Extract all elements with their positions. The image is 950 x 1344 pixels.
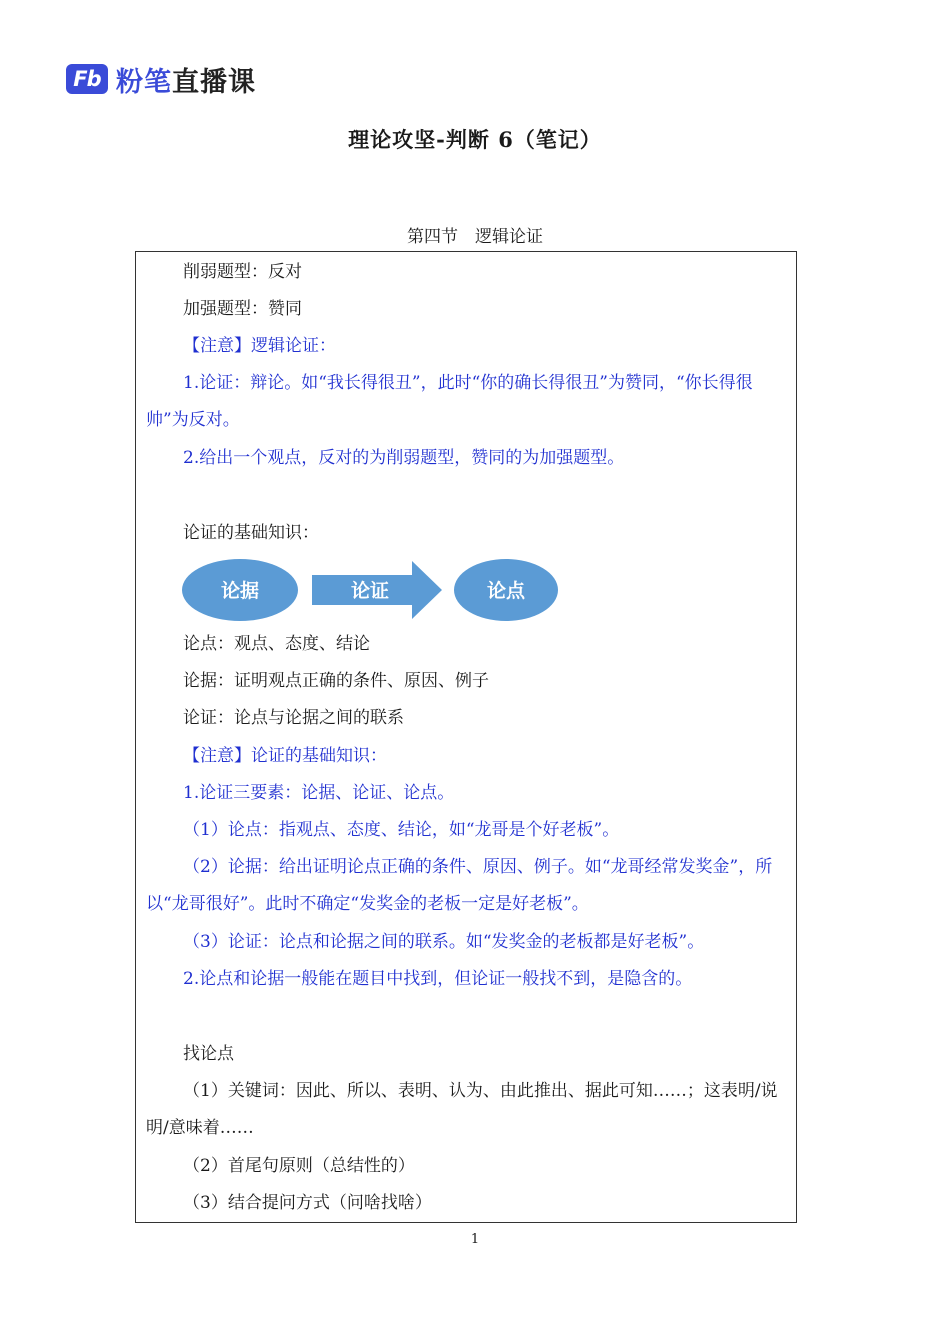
paragraph-note: 【注意】逻辑论证： (183, 336, 336, 356)
paragraph-note: 【注意】论证的基础知识： (183, 746, 387, 766)
paragraph: （1）关键词：因此、所以、表明、认为、由此推出、据此可知……；这表明/说明/意味着…… (146, 1081, 778, 1138)
paragraph-note: 2.给出一个观点，反对的为削弱题型，赞同的为加强题型。 (183, 448, 625, 468)
paragraph: 论点：观点、态度、结论 (183, 634, 370, 654)
paragraph-note: （2）论据：给出证明论点正确的条件、原因、例子。如“龙哥经常发奖金”，所以“龙哥很好”。此时不确定“发奖金的老板一定是好老板”。 (146, 857, 773, 914)
paragraph: （2）首尾句原则（总结性的） (183, 1156, 415, 1176)
paragraph: 论据：证明观点正确的条件、原因、例子 (183, 671, 489, 691)
section-title: 第四节 逻辑论证 (407, 227, 543, 247)
logo-text (116, 60, 256, 99)
logo-suffix: 直播课 (172, 66, 256, 98)
diagram-left-label: 论据 (220, 580, 260, 602)
page-number: 1 (470, 1232, 480, 1247)
fb-logo-icon: Fb (66, 64, 108, 94)
paragraph: 论证的基础知识： (183, 523, 319, 543)
paragraph: 找论点 (183, 1044, 234, 1064)
notes-box (135, 251, 797, 1223)
paragraph: 加强题型：赞同 (183, 299, 302, 319)
brand-logo (66, 62, 256, 96)
diagram-arrow-label: 论证 (350, 580, 390, 602)
paragraph-note: 1.论证三要素：论据、论证、论点。 (183, 783, 455, 803)
paragraph-note: 1.论证：辩论。如“我长得很丑”，此时“你的确长得很丑”为赞同，“你长得很帅”为反对。 (146, 373, 753, 430)
document-title: 理论攻坚-判断 6（笔记） (348, 127, 602, 152)
argument-diagram (182, 558, 562, 622)
paragraph: （3）结合提问方式（问啥找啥） (183, 1193, 432, 1213)
paragraph-note: （3）论证：论点和论据之间的联系。如“发奖金的老板都是好老板”。 (183, 932, 705, 952)
paragraph-note: 2.论点和论据一般能在题目中找到，但论证一般找不到，是隐含的。 (183, 969, 693, 989)
diagram-right-label: 论点 (486, 580, 526, 602)
paragraph: 论证：论点与论据之间的联系 (183, 708, 404, 728)
paragraph: 削弱题型：反对 (183, 262, 302, 282)
logo-brand: 粉笔 (116, 66, 172, 98)
paragraph-note: （1）论点：指观点、态度、结论，如“龙哥是个好老板”。 (183, 820, 620, 840)
